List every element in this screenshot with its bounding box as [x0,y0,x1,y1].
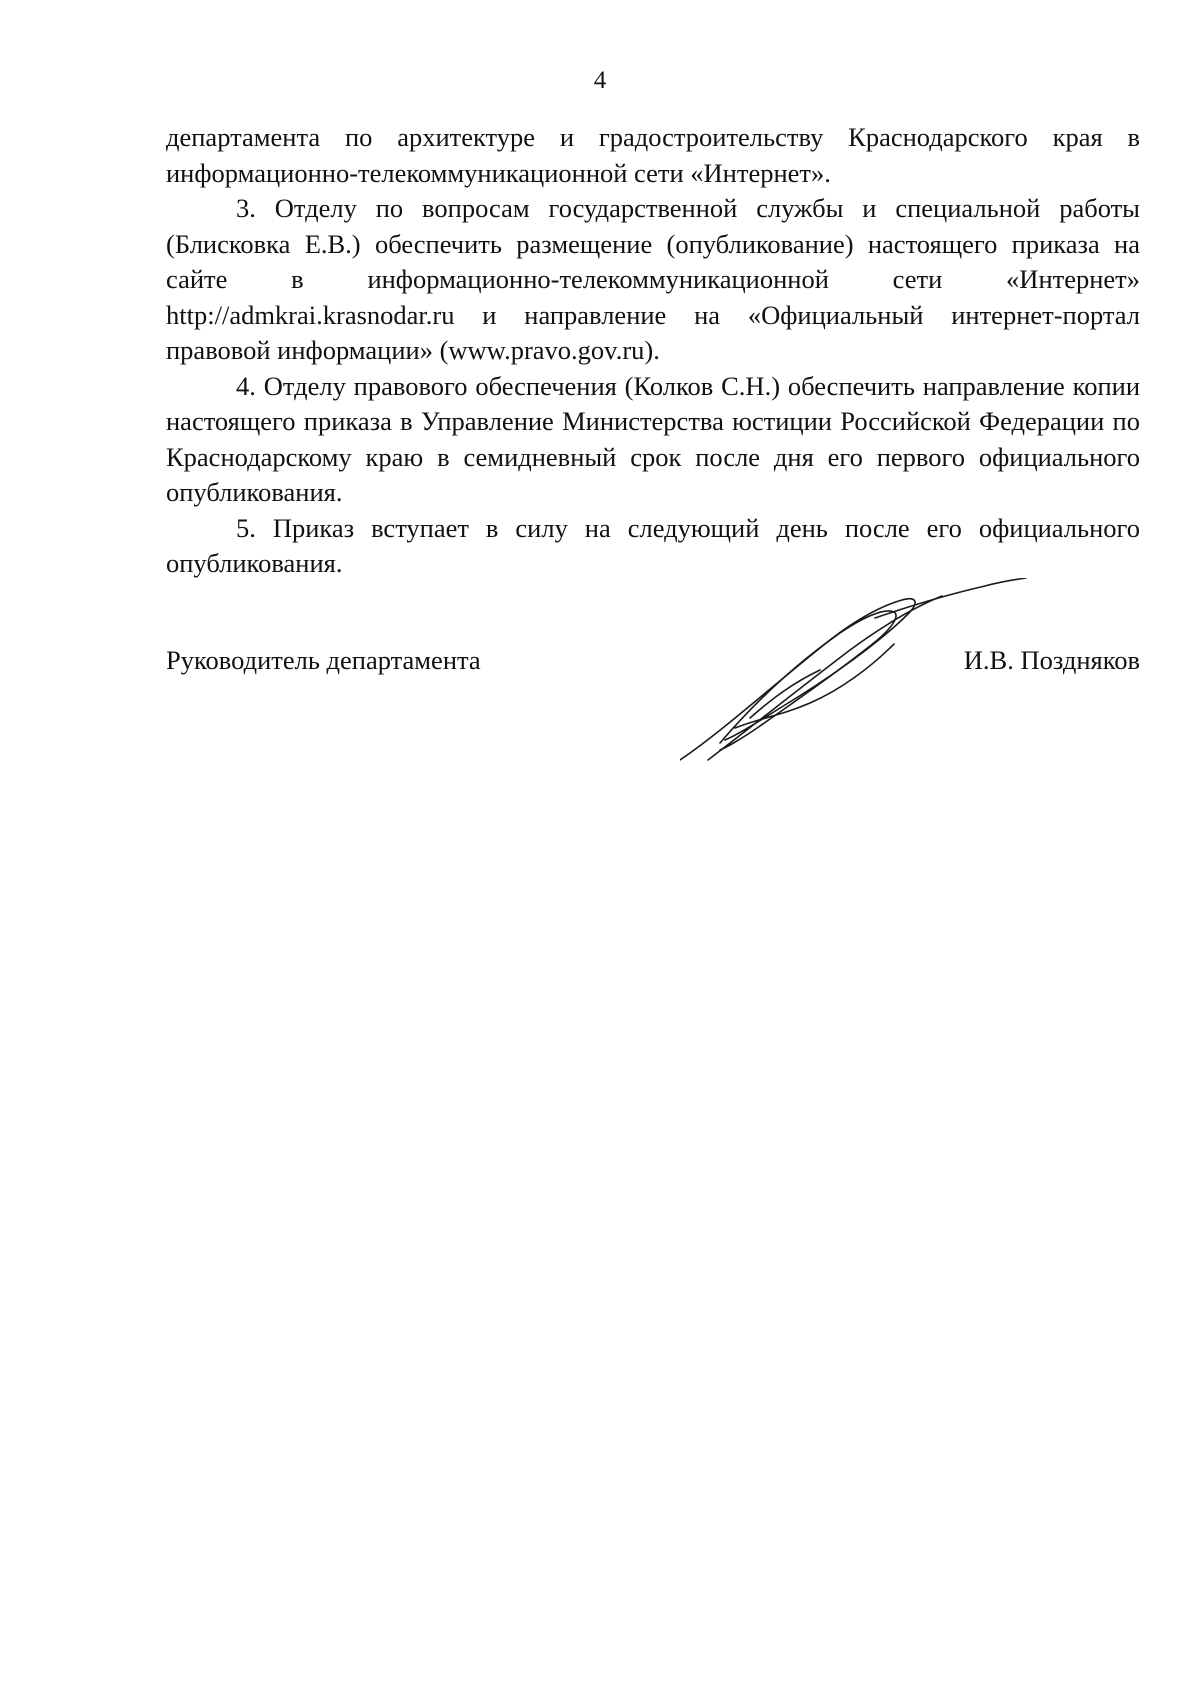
page-number: 4 [593,67,607,94]
paragraph-item-4: 4. Отделу правового обеспечения (Колков С.Н.) обеспечить направление копии настоящего приказа в Управление Министерства юстиции Российской Федерации по Краснодарскому краю в семидневный срок после дня его первого официального опубликования. [166,370,1140,507]
document-body [166,120,1140,582]
paragraph-item-5: 5. Приказ вступает в силу на следующий день после его официального опубликования. [166,512,1140,578]
paragraph-continuation: департамента по архитектуре и градостроительству Краснодарского края в информационно-телекоммуникационной сети «Интернет». [166,122,1140,188]
signatory-name: И.В. Поздняков [963,645,1140,675]
paragraph-item-3: 3. Отделу по вопросам государственной службы и специальной работы (Блисковка Е.В.) обеспечить размещение (опубликование) настоящего приказа на сайте в информационно-телекоммуникационной сети «Интернет» http://admkrai.krasnodar.ru и направление на «Официальный интернет-портал правовой информации» (www.pravo.gov.ru). [166,193,1140,365]
signatory-title: Руководитель департамента [166,645,481,675]
handwritten-signature [680,578,1040,768]
